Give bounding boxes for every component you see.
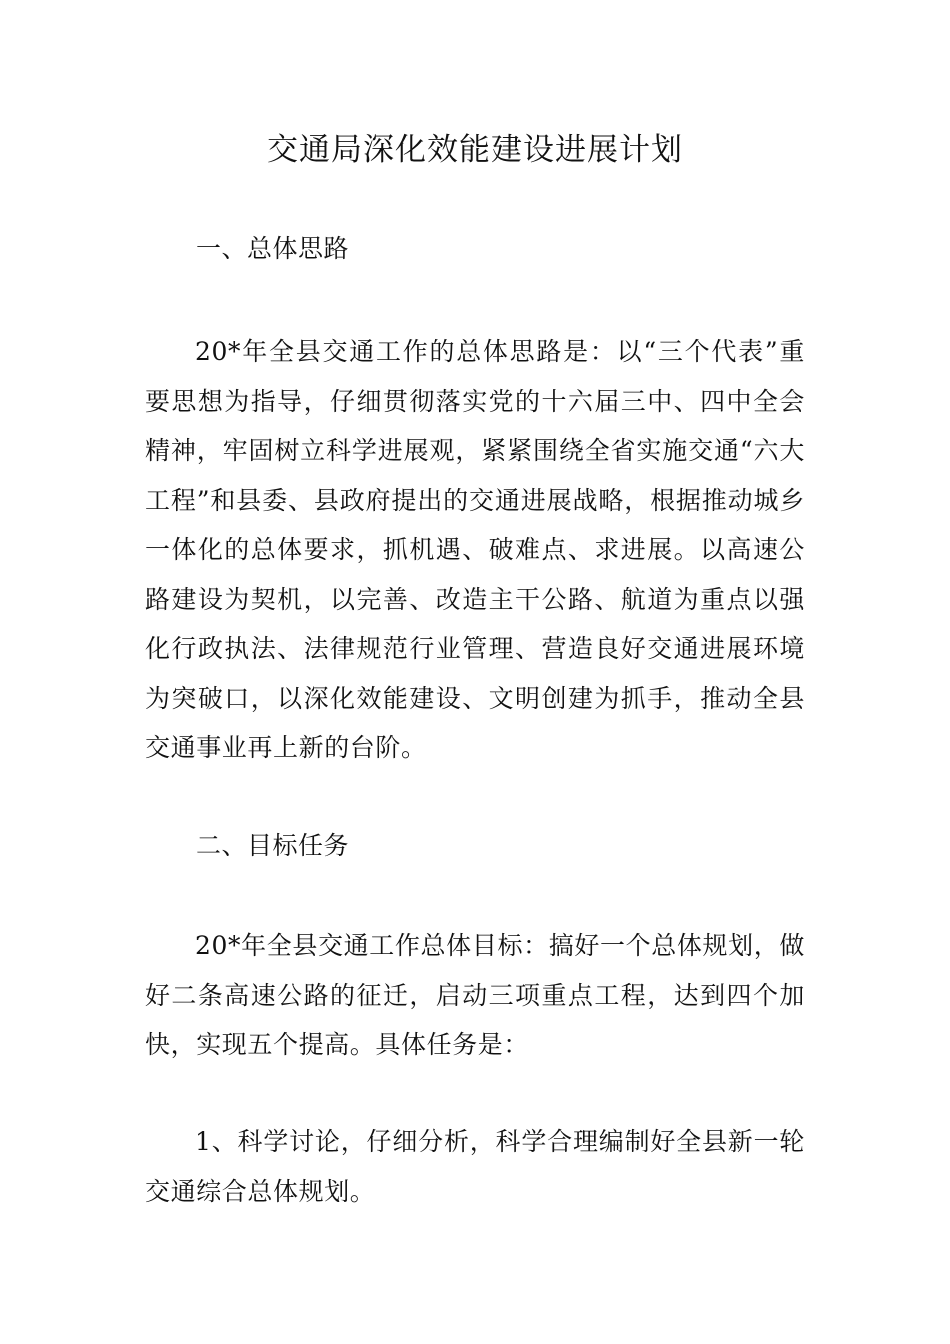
section-heading-goals-tasks: 二、目标任务 [196, 831, 350, 860]
paragraph-overall-approach: 20*年全县交通工作的总体思路是：以“三个代表”重要思想为指导，仔细贯彻落实党的十六届三中、四中全会精神，牢固树立科学进展观，紧紧围绕全省实施交通“六大工程”和县委、县政府提出的交通进展战略，根据推动城乡一体化的总体要求，抓机遇、破难点、求进展。以高速公路建设为契机，以完善、改造主干公路、航道为重点以强化行政执法、法律规范行业管理、营造良好交通进展环境为突破口，以深化效能建设、文明创建为抓手，推动全县交通事业再上新的台阶。 [145, 337, 805, 762]
section-heading-overall-approach: 一、总体思路 [196, 234, 350, 263]
paragraph-goals-tasks: 20*年全县交通工作总体目标：搞好一个总体规划，做好二条高速公路的征迁，启动三项重点工程，达到四个加快，实现五个提高。具体任务是： [145, 931, 805, 1059]
document-title: 交通局深化效能建设进展计划 [267, 132, 683, 168]
paragraph-task-item-1: 1、科学讨论，仔细分析，科学合理编制好全县新一轮交通综合总体规划。 [145, 1127, 805, 1206]
